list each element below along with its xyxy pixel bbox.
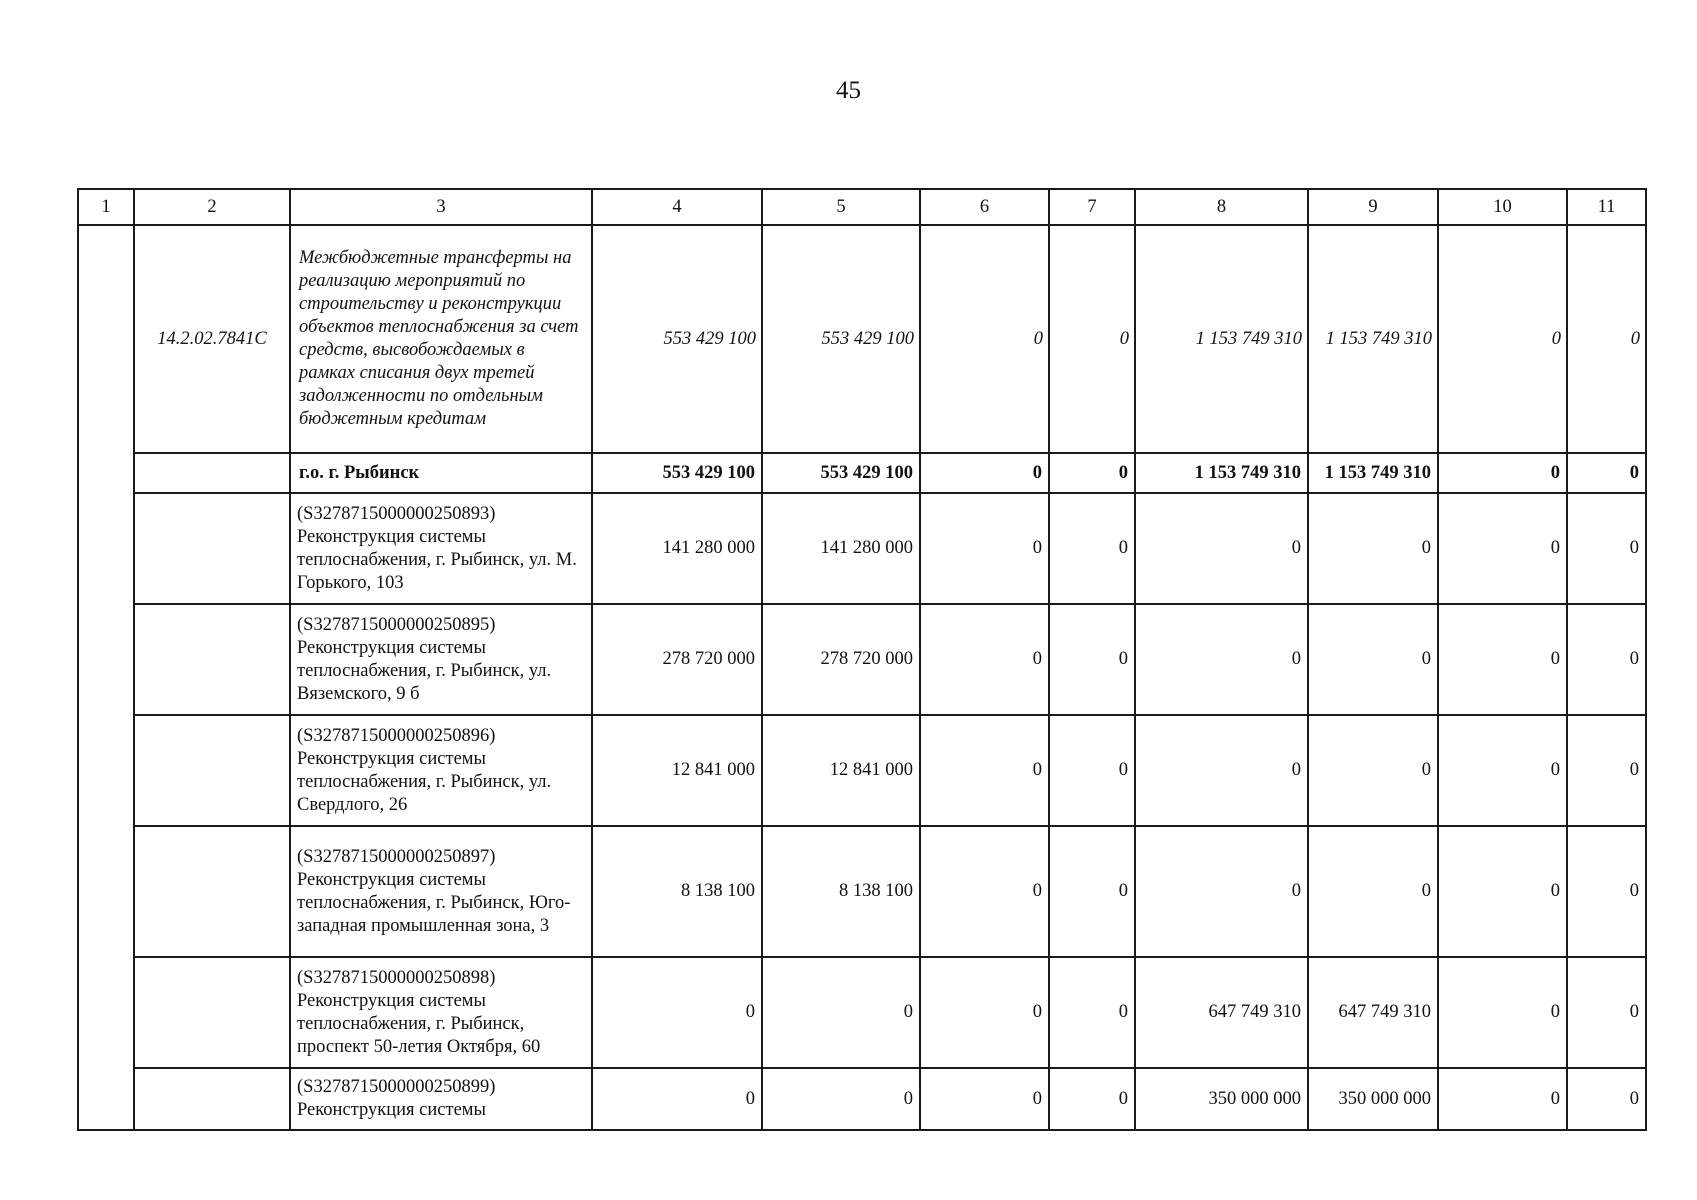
- value-cell: 0: [1049, 715, 1135, 826]
- value-cell: 0: [920, 604, 1049, 715]
- value-cell: 0: [1135, 826, 1308, 957]
- value-cell: 0: [762, 957, 920, 1068]
- column-number-cell: 9: [1308, 189, 1438, 225]
- value-cell: 0: [1049, 493, 1135, 604]
- value-cell: 0: [1438, 1068, 1567, 1130]
- budget-code-cell: [134, 453, 290, 493]
- value-cell: 0: [920, 493, 1049, 604]
- value-cell: 0: [1567, 1068, 1646, 1130]
- value-cell: 0: [1567, 493, 1646, 604]
- value-cell: 0: [920, 453, 1049, 493]
- value-cell: 0: [1438, 826, 1567, 957]
- value-cell: 647 749 310: [1308, 957, 1438, 1068]
- value-cell: 0: [920, 225, 1049, 453]
- value-cell: 0: [1567, 957, 1646, 1068]
- merged-first-column: [78, 225, 134, 1130]
- value-cell: 350 000 000: [1308, 1068, 1438, 1130]
- table-row: [78, 826, 1646, 957]
- value-cell: 553 429 100: [592, 453, 762, 493]
- value-cell: 0: [1567, 225, 1646, 453]
- value-cell: 0: [1438, 453, 1567, 493]
- table-row: [78, 957, 1646, 1068]
- table-row: [78, 225, 1646, 453]
- value-cell: 0: [1135, 604, 1308, 715]
- value-cell: 0: [1308, 826, 1438, 957]
- value-cell: 0: [592, 1068, 762, 1130]
- value-cell: 1 153 749 310: [1135, 225, 1308, 453]
- value-cell: 350 000 000: [1135, 1068, 1308, 1130]
- value-cell: 8 138 100: [592, 826, 762, 957]
- value-cell: 1 153 749 310: [1135, 453, 1308, 493]
- value-cell: 0: [1049, 453, 1135, 493]
- value-cell: 8 138 100: [762, 826, 920, 957]
- value-cell: 0: [1567, 604, 1646, 715]
- value-cell: 0: [1438, 715, 1567, 826]
- table-row: [78, 715, 1646, 826]
- value-cell: 0: [1438, 957, 1567, 1068]
- value-cell: 0: [1308, 715, 1438, 826]
- budget-code-cell: [134, 826, 290, 957]
- table-row: [78, 453, 1646, 493]
- value-cell: 0: [1308, 604, 1438, 715]
- budget-code-cell: 14.2.02.7841C: [134, 225, 290, 453]
- column-number-cell: 6: [920, 189, 1049, 225]
- budget-code-cell: [134, 1068, 290, 1130]
- budget-code-cell: [134, 493, 290, 604]
- table-row: [78, 604, 1646, 715]
- table-row: [78, 493, 1646, 604]
- column-number-cell: 2: [134, 189, 290, 225]
- value-cell: 141 280 000: [762, 493, 920, 604]
- value-cell: 0: [1438, 225, 1567, 453]
- table-row: [78, 1068, 1646, 1130]
- item-name-cell: г.о. г. Рыбинск: [290, 453, 592, 493]
- value-cell: 0: [1049, 826, 1135, 957]
- value-cell: 0: [1438, 493, 1567, 604]
- column-number-cell: 4: [592, 189, 762, 225]
- column-number-cell: 7: [1049, 189, 1135, 225]
- value-cell: 0: [1308, 493, 1438, 604]
- item-name-cell: (S3278715000000250893) Реконструкция системы теплоснабжения, г. Рыбинск, ул. М. Горького, 103: [290, 493, 592, 604]
- value-cell: 0: [920, 957, 1049, 1068]
- value-cell: 647 749 310: [1135, 957, 1308, 1068]
- value-cell: 0: [1049, 604, 1135, 715]
- item-name-cell: (S3278715000000250898) Реконструкция системы теплоснабжения, г. Рыбинск, проспект 50-летия Октября, 60: [290, 957, 592, 1068]
- value-cell: 0: [592, 957, 762, 1068]
- value-cell: 0: [1049, 957, 1135, 1068]
- budget-code-cell: [134, 957, 290, 1068]
- item-name-cell: (S3278715000000250897) Реконструкция системы теплоснабжения, г. Рыбинск, Юго-западная промышленная зона, 3: [290, 826, 592, 957]
- value-cell: 0: [1567, 453, 1646, 493]
- value-cell: 0: [1567, 826, 1646, 957]
- column-number-cell: 11: [1567, 189, 1646, 225]
- column-number-cell: 5: [762, 189, 920, 225]
- value-cell: 0: [1135, 493, 1308, 604]
- column-number-cell: 3: [290, 189, 592, 225]
- value-cell: 553 429 100: [592, 225, 762, 453]
- value-cell: 278 720 000: [592, 604, 762, 715]
- value-cell: 0: [1049, 225, 1135, 453]
- value-cell: 0: [1438, 604, 1567, 715]
- value-cell: 553 429 100: [762, 453, 920, 493]
- item-name-cell: (S3278715000000250895) Реконструкция системы теплоснабжения, г. Рыбинск, ул. Вяземского, 9 б: [290, 604, 592, 715]
- item-name-cell: (S3278715000000250896) Реконструкция системы теплоснабжения, г. Рыбинск, ул. Свердлого, 26: [290, 715, 592, 826]
- value-cell: 12 841 000: [592, 715, 762, 826]
- value-cell: 0: [762, 1068, 920, 1130]
- item-name-cell: (S3278715000000250899) Реконструкция системы: [290, 1068, 592, 1130]
- value-cell: 1 153 749 310: [1308, 453, 1438, 493]
- value-cell: 0: [1567, 715, 1646, 826]
- value-cell: 12 841 000: [762, 715, 920, 826]
- value-cell: 553 429 100: [762, 225, 920, 453]
- budget-code-cell: [134, 715, 290, 826]
- budget-table: [77, 188, 1647, 1131]
- value-cell: 0: [920, 715, 1049, 826]
- page-number: 45: [836, 77, 861, 104]
- column-number-cell: 10: [1438, 189, 1567, 225]
- value-cell: 0: [1049, 1068, 1135, 1130]
- budget-code-cell: [134, 604, 290, 715]
- column-number-row: [78, 189, 1646, 225]
- value-cell: 141 280 000: [592, 493, 762, 604]
- value-cell: 0: [920, 1068, 1049, 1130]
- value-cell: 278 720 000: [762, 604, 920, 715]
- value-cell: 0: [920, 826, 1049, 957]
- column-number-cell: 8: [1135, 189, 1308, 225]
- column-number-cell: 1: [78, 189, 134, 225]
- value-cell: 0: [1135, 715, 1308, 826]
- value-cell: 1 153 749 310: [1308, 225, 1438, 453]
- item-name-cell: Межбюджетные трансферты на реализацию мероприятий по строительству и реконструкции объектов теплоснабжения за счет средств, высвобождаемых в рамках списания двух третей задолженности по отдельным бюджетным кредитам: [290, 225, 592, 453]
